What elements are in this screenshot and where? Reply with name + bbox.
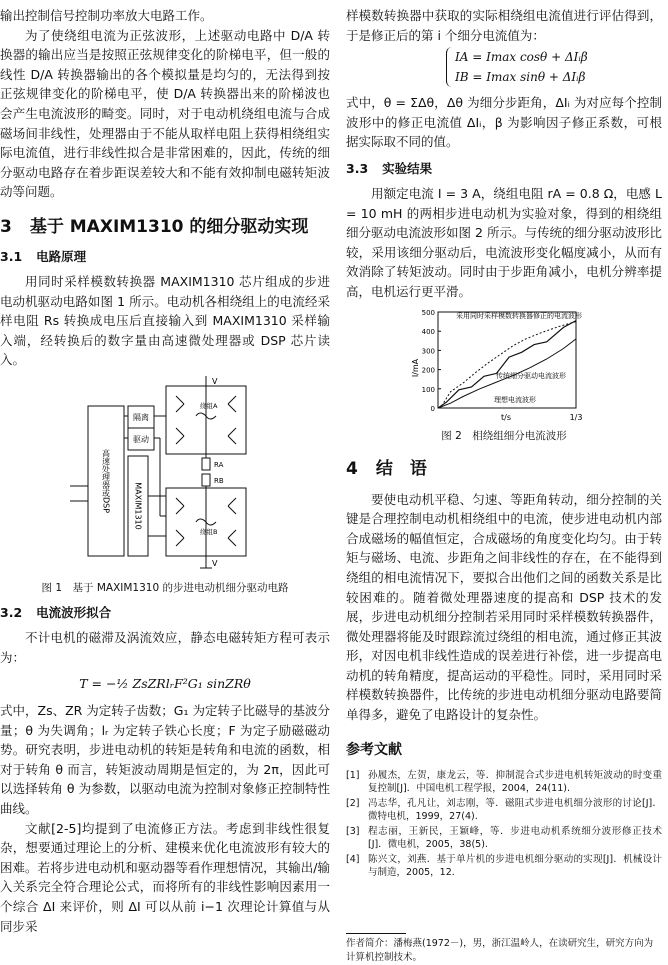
equation-ia: IA = Imax cosθ + ΔIᵢβ — [455, 50, 588, 65]
figure-1-caption: 图 1 基于 MAXIM1310 的步进电动机细分驱动电路 — [41, 581, 289, 594]
paragraph: 不计电机的磁滞及涡流效应，静态电磁转矩方程可表示为： — [0, 629, 330, 665]
winding-label-a: 绕组A — [200, 401, 218, 410]
references-list — [346, 769, 662, 880]
figure-2-caption: 图 2 相绕组细分电流波形 — [441, 429, 567, 442]
resistor-label-b: RB — [214, 476, 224, 485]
subsection-title: 电路原理 — [36, 248, 87, 264]
y-tick-label: 200 — [421, 366, 435, 375]
subsection-number: 3.2 — [0, 604, 23, 620]
paragraph: 样模数转换器中获取的实际相绕组电流值进行评估得到，于是修正后的第 i 个细分电流值为： — [346, 8, 662, 43]
section-title: 结 语 — [375, 458, 427, 479]
subsection-heading — [346, 160, 662, 178]
supply-label-top: V — [212, 376, 218, 386]
y-tick-label: 300 — [421, 346, 435, 355]
reference-text: 程志丽，王新民，王颖峰，等．步进电动机系统细分波形修正技术[J]．微电机，2005，38(5). — [368, 825, 662, 851]
references-heading: 参考文献 — [346, 741, 402, 758]
section-heading — [0, 214, 330, 240]
footnote-rule — [346, 933, 406, 934]
author-note-text: 作者简介：潘梅燕(1972－)，男，浙江温岭人，在读研究生，研究方向为计算机控制技术。 — [346, 938, 654, 963]
y-tick-label: 100 — [421, 385, 435, 394]
figure-1-circuit — [0, 376, 330, 576]
series-corrected-line — [438, 320, 576, 407]
paragraph: 文献[2-5]均提到了电流修正方法。考虑到非线性很复杂，想要通过理论上的分析、建模来优化电流波形有较大的困难。若将步进电动机和驱动器等看作理想情况，其输出/输入关系完全符合理论公式，而将所有的非线性影响因素用一个综合 ΔI 来评价，则 ΔI 可以从前 i−1 次理论计算值与从同步采 — [0, 820, 330, 934]
x-tick-end: 1/3 — [569, 412, 583, 422]
reference-item — [346, 825, 662, 852]
right-column — [346, 0, 662, 881]
paragraph: 式中，θ = ΣΔθ，Δθ 为细分步距角，ΔIᵢ 为对应每个控制波形中的修正电流值 ΔIᵢ，β 为影响因子修正系数，可根据实际取不同的值。 — [346, 95, 662, 150]
sense-resistor-b — [202, 474, 210, 486]
section-heading — [346, 456, 662, 482]
reference-item — [346, 797, 662, 824]
resistor-label-a: RA — [214, 460, 224, 469]
reference-text: 冯志华，孔凡让，刘志刚，等．磁阻式步进电机细分波形的讨论[J]．微特电机，1999，27(4). — [368, 797, 662, 823]
y-tick-label: 400 — [421, 327, 435, 336]
subsection-title: 电流波形拟合 — [36, 604, 112, 620]
section-title: 基于 MAXIM1310 的细分驱动实现 — [29, 216, 309, 237]
isolation-label: 隔离 — [133, 412, 149, 422]
chip-label: MAXIM1310 — [133, 482, 143, 530]
y-tick-label: 500 — [421, 308, 435, 317]
paragraph: 用额定电流 I = 3 A，绕组电阻 rA = 0.8 Ω，电感 L = 10 mH 的两相步进电动机为实验对象，得到的相绕组细分驱动电流波形如图 2 所示。与传统的细分驱动波形比较，采用该细分驱动后，电流波形变化幅度减小，从而有效消除了转矩波动。同时由于步距角减小，电机分辨率提高，电机运行更平滑。 — [346, 185, 662, 299]
reference-number: [4] — [346, 853, 360, 865]
reference-number: [2] — [346, 797, 360, 809]
subsection-title: 实验结果 — [382, 160, 433, 176]
annotation-corrected: 采用同时采样模数转换器修正的电流波形 — [456, 311, 582, 320]
current-equations — [446, 47, 662, 87]
sense-resistor-a — [202, 458, 210, 470]
supply-label-bottom: V — [212, 558, 218, 568]
torque-equation: T = −½ ZsZRlᵣF²G₁ sinZRθ — [79, 676, 251, 692]
reference-number: [1] — [346, 769, 360, 781]
annotation-ideal: 理想电流波形 — [494, 395, 536, 404]
reference-text: 孙履杰，左贺，康龙云，等．抑制混合式步进电机转矩波动的时变重复控制[J]．中国电机工程学报，2004，24(11). — [368, 769, 662, 795]
paragraph: 要使电动机平稳、匀速、等距角转动，细分控制的关键是合理控制电动机相绕组中的电流，使步进电动机内部合成磁场的幅值恒定，合成磁场的角度变化均匀。由于转矩与磁场、电流、步距角之间非线性的存在，在不能得到绕组的相电流情况下，要拟合出他们之间的函数关系是比较困难的。随着微处理器速度的提高和 DSP 技术的发展，步进电动机细分控制若采用同时采样模数转换器件，微处理器将能及时跟踪流过绕组的相电流，通过修正其波形，对因电机非线性造成的误差进行补偿，进一步提高电动机的转角精度，提高运动的平稳性。同时，采用同时采样模数转换器件，比传统的步进电动机细分驱动电路要简单得多，避免了电路设计的复杂性。 — [346, 491, 662, 723]
reference-text: 陈兴文，刘燕．基于单片机的步进电机细分驱动的实现[J]．机械设计与制造，2005，12. — [368, 853, 662, 879]
subsection-number: 3.1 — [0, 248, 23, 264]
y-tick-label: 0 — [430, 404, 435, 413]
subsection-heading — [0, 248, 330, 266]
drive-label: 驱动 — [133, 434, 149, 444]
processor-label: 高速处理器或DSP — [101, 448, 111, 513]
paragraph: 为了使绕组电流为正弦波形，上述驱动电路中 D/A 转换器的输出应当是按照正弦规律变化的阶梯电平，但一般的线性 D/A 转换器输出的各个模拟量是均匀的，无法得到按正弦规律变化的阶梯电平，使 D/A 转换器出来的阶梯波也会产生电流波形的畸变。同时，对于电动机绕组电流与合成磁场间非线性，处理器由于不能从取样电阻上获得相绕组实际电流值，进行非线性拟合是非常困难的，因此，传统的细分驱动电路存在着步距误差较大和不能有效抑制电磁转矩波动等问题。 — [0, 27, 330, 200]
section-number: 3 — [0, 216, 12, 237]
y-axis-label: I/mA — [411, 358, 420, 377]
paragraph: 式中，Zs、ZR 为定转子齿数；G₁ 为定转子比磁导的基波分量；θ 为失调角；lᵣ 为定转子铁心长度；F 为定子励磁磁动势。研究表明，步进电动机的转矩是转角和电流的函数，相对于转角 θ 而言，转矩波动周期是恒定的，为 2π，因此可以选择转角 θ 为参数，以驱动电流为控制对象修正控制特性曲线。 — [0, 703, 330, 817]
paragraph: 输出控制信号控制功率放大电路工作。 — [0, 8, 213, 23]
section-number: 4 — [346, 458, 358, 479]
winding-label-b: 绕组B — [200, 527, 218, 536]
subsection-number: 3.3 — [346, 160, 369, 176]
left-column — [0, 0, 330, 936]
equation-ib: IB = Imax sinθ + ΔIᵢβ — [455, 70, 586, 85]
paragraph: 用同时采样模数转换器 MAXIM1310 芯片组成的步进电动机驱动电路如图 1 所示。电动机各相绕组上的电流经采样电阻 Rs 转换成电压后直接输入到 MAXIM1310 采样输入端，经转换后的数字量由高速微处理器或 DSP 芯片读入。 — [0, 273, 330, 368]
figure-2-chart — [346, 306, 662, 424]
reference-number: [3] — [346, 825, 360, 837]
reference-item — [346, 769, 662, 796]
annotation-traditional: 传统细分驱动电流波形 — [496, 371, 566, 380]
reference-item — [346, 853, 662, 880]
author-note — [346, 933, 662, 965]
subsection-heading — [0, 604, 330, 622]
x-axis-label: t/s — [501, 412, 511, 422]
